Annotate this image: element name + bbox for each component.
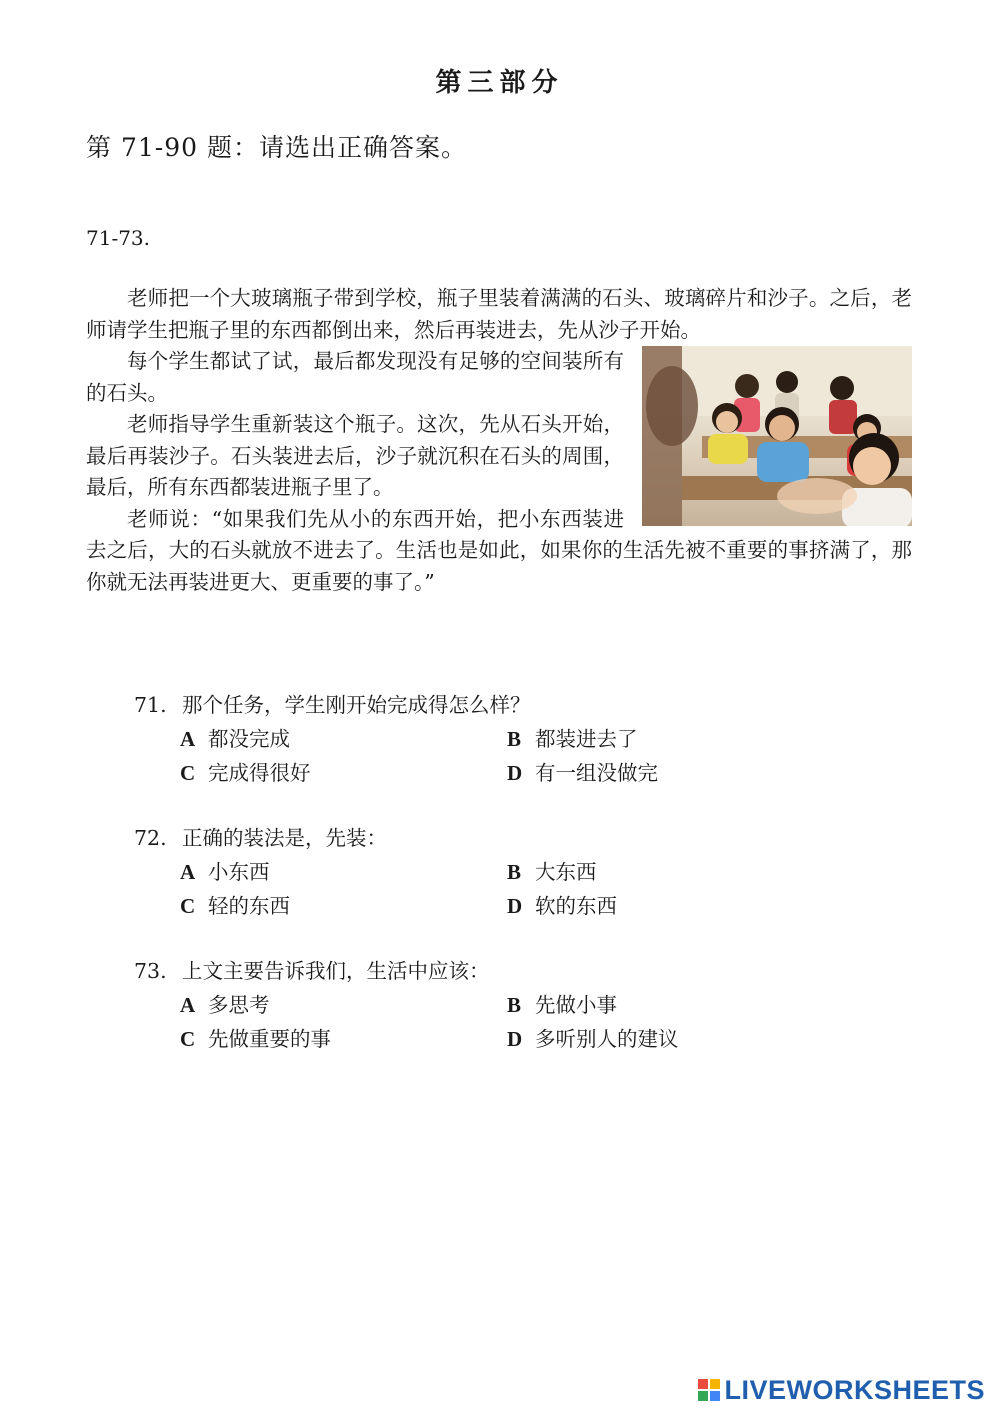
logo-text: LIVEWORKSHEETS: [724, 1374, 985, 1405]
question-stem: 上文主要告诉我们，生活中应该：: [182, 959, 490, 983]
passage-paragraph: 每个学生都试了试，最后都发现没有足够的空间装所有的石头。: [86, 349, 624, 405]
option-a[interactable]: A 多思考: [180, 993, 270, 1017]
question-list: [134, 688, 834, 1087]
passage-paragraph: 老师说：“如果我们先从小的东西开始，把小东西装进去之后，大的石头就放不进去了。生活也是如此，如果你的生活先被不重要的事挤满了，那你就无法再装进更大、更重要的事了。”: [86, 506, 912, 594]
option-c[interactable]: C 先做重要的事: [180, 1027, 331, 1051]
option-a[interactable]: A 都没完成: [180, 727, 290, 751]
question-number: 71.: [134, 693, 167, 717]
option-d[interactable]: D 有一组没做完: [507, 761, 658, 785]
passage-paragraph: 老师指导学生重新装这个瓶子。这次，先从石头开始，最后再装沙子。石头装进去后，沙子就沉积在石头的周围，最后，所有东西都装进瓶子里了。: [86, 412, 624, 499]
option-b[interactable]: B 大东西: [507, 860, 597, 884]
option-b[interactable]: B 先做小事: [507, 993, 617, 1017]
question-number: 73.: [134, 959, 167, 983]
question-72: [134, 821, 834, 923]
instruction-text: 第 71-90 题：请选出正确答案。: [86, 133, 467, 162]
question-73: [134, 954, 834, 1056]
question-71: [134, 688, 834, 790]
option-c[interactable]: C 完成得很好: [180, 761, 311, 785]
classroom-photo-illustration: [642, 346, 912, 526]
option-b[interactable]: B 都装进去了: [507, 727, 638, 751]
option-d[interactable]: D 多听别人的建议: [507, 1027, 679, 1051]
liveworksheets-logo[interactable]: [698, 1375, 985, 1405]
page-title: 第三部分: [435, 68, 564, 98]
question-number: 72.: [134, 826, 167, 850]
reading-passage: [86, 283, 912, 598]
option-a[interactable]: A 小东西: [180, 860, 270, 884]
question-stem: 正确的装法是，先装：: [182, 826, 387, 850]
option-c[interactable]: C 轻的东西: [180, 894, 290, 918]
classroom-photo: [642, 346, 912, 526]
logo-mark-icon: [698, 1379, 720, 1401]
question-stem: 那个任务，学生刚开始完成得怎么样？: [182, 693, 531, 717]
section-label: 71-73.: [86, 226, 151, 250]
option-d[interactable]: D 软的东西: [507, 894, 617, 918]
passage-paragraph: 老师把一个大玻璃瓶子带到学校，瓶子里装着满满的石头、玻璃碎片和沙子。之后，老师请学生把瓶子里的东西都倒出来，然后再装进去，先从沙子开始。: [86, 286, 912, 342]
